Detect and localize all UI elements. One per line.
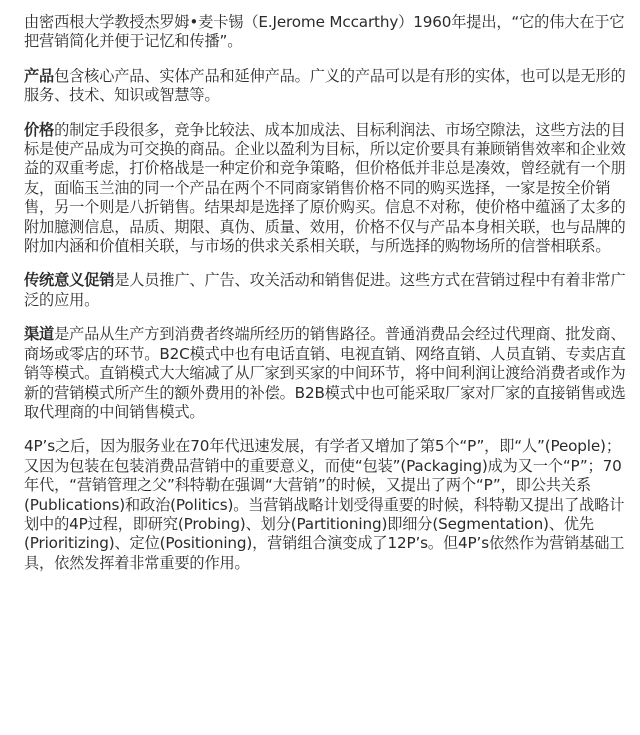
- product-text: 包含核心产品、实体产品和延伸产品。广义的产品可以是有形的实体，也可以是无形的服务、技术、知识或智慧等。: [24, 66, 626, 105]
- product-term: 产品: [24, 66, 55, 85]
- promotion-paragraph: [24, 271, 628, 310]
- price-term: 价格: [24, 120, 55, 139]
- channel-term: 渠道: [24, 325, 55, 344]
- intro-paragraph: [24, 13, 628, 52]
- twelve-ps-paragraph: [24, 437, 628, 573]
- channel-text: 是产品从生产方到消费者终端所经历的销售路径。普通消费品会经过代理商、批发商、商场或零店的环节。B2C模式中也有电话直销、电视直销、网络直销、人员直销、专卖店直销等模式。直销模式大大缩减了从厂家到买家的中间环节，将中间利润让渡给消费者或作为新的营销模式所产生的额外费用的补偿。B2B模式中也可能采取厂家对厂家的直接销售或选取代理商的中间销售模式。: [24, 325, 626, 421]
- promotion-text: 是人员推广、广告、攻关活动和销售促进。这些方式在营销过程中有着非常广泛的应用。: [24, 271, 626, 309]
- price-paragraph: [24, 121, 628, 257]
- intro-text: 由密西根大学教授杰罗姆•麦卡锡（E.Jerome Mccarthy）1960年提出，“它的伟大在于它把营销简化并便于记忆和传播”。: [24, 13, 625, 51]
- price-text: 的制定手段很多，竞争比较法、成本加成法、目标利润法、市场空隙法，这些方法的目标是使产品成为可交换的商品。企业以盈利为目标，所以定价要具有兼顾销售效率和企业效益的双重考虑，打价格战是一种定价和竞争策略，但价格低并非总是凑效，曾经就有一个朋友，面临玉兰油的同一个产品在两个不同商家销售价格不同的购买选择，一家是按全价销售，另一个则是八折销售。结果却是选择了原价购买。信息不对称，使价格中蕴涵了太多的附加臆测信息，品质、期限、真伪、质量、效用，价格不仅与产品本身相关联，也与品牌的附加内涵和价值相关联，与市场的供求关系相关联，与所选择的购物场所的信誉相联系。: [24, 120, 626, 256]
- channel-paragraph: [24, 325, 628, 422]
- product-paragraph: [24, 67, 628, 106]
- promotion-term: 传统意义促销: [24, 271, 115, 290]
- twelve-ps-text: 4P’s之后，因为服务业在70年代迅速发展，有学者又增加了第5个“P”，即“人”(People)；又因为包装在包装消费品营销中的重要意义，而使“包装”(Packaging)成为又一个“P”；70年代，“营销管理之父”科特勒在强调“大营销”的时候，又提出了两个“P”，即公共关系(Publications)和政治(Politics)。当营销战略计划受得重要的时候，科特勒又提出了战略计划中的4P过程，即研究(Probing)、划分(Partitioning)即细分(Segmentation)、优先(Prioritizing)、定位(Positioning)，营销组合演变成了12P’s。但4P’s依然作为营销基础工具，依然发挥着非常重要的作用。: [24, 437, 625, 572]
